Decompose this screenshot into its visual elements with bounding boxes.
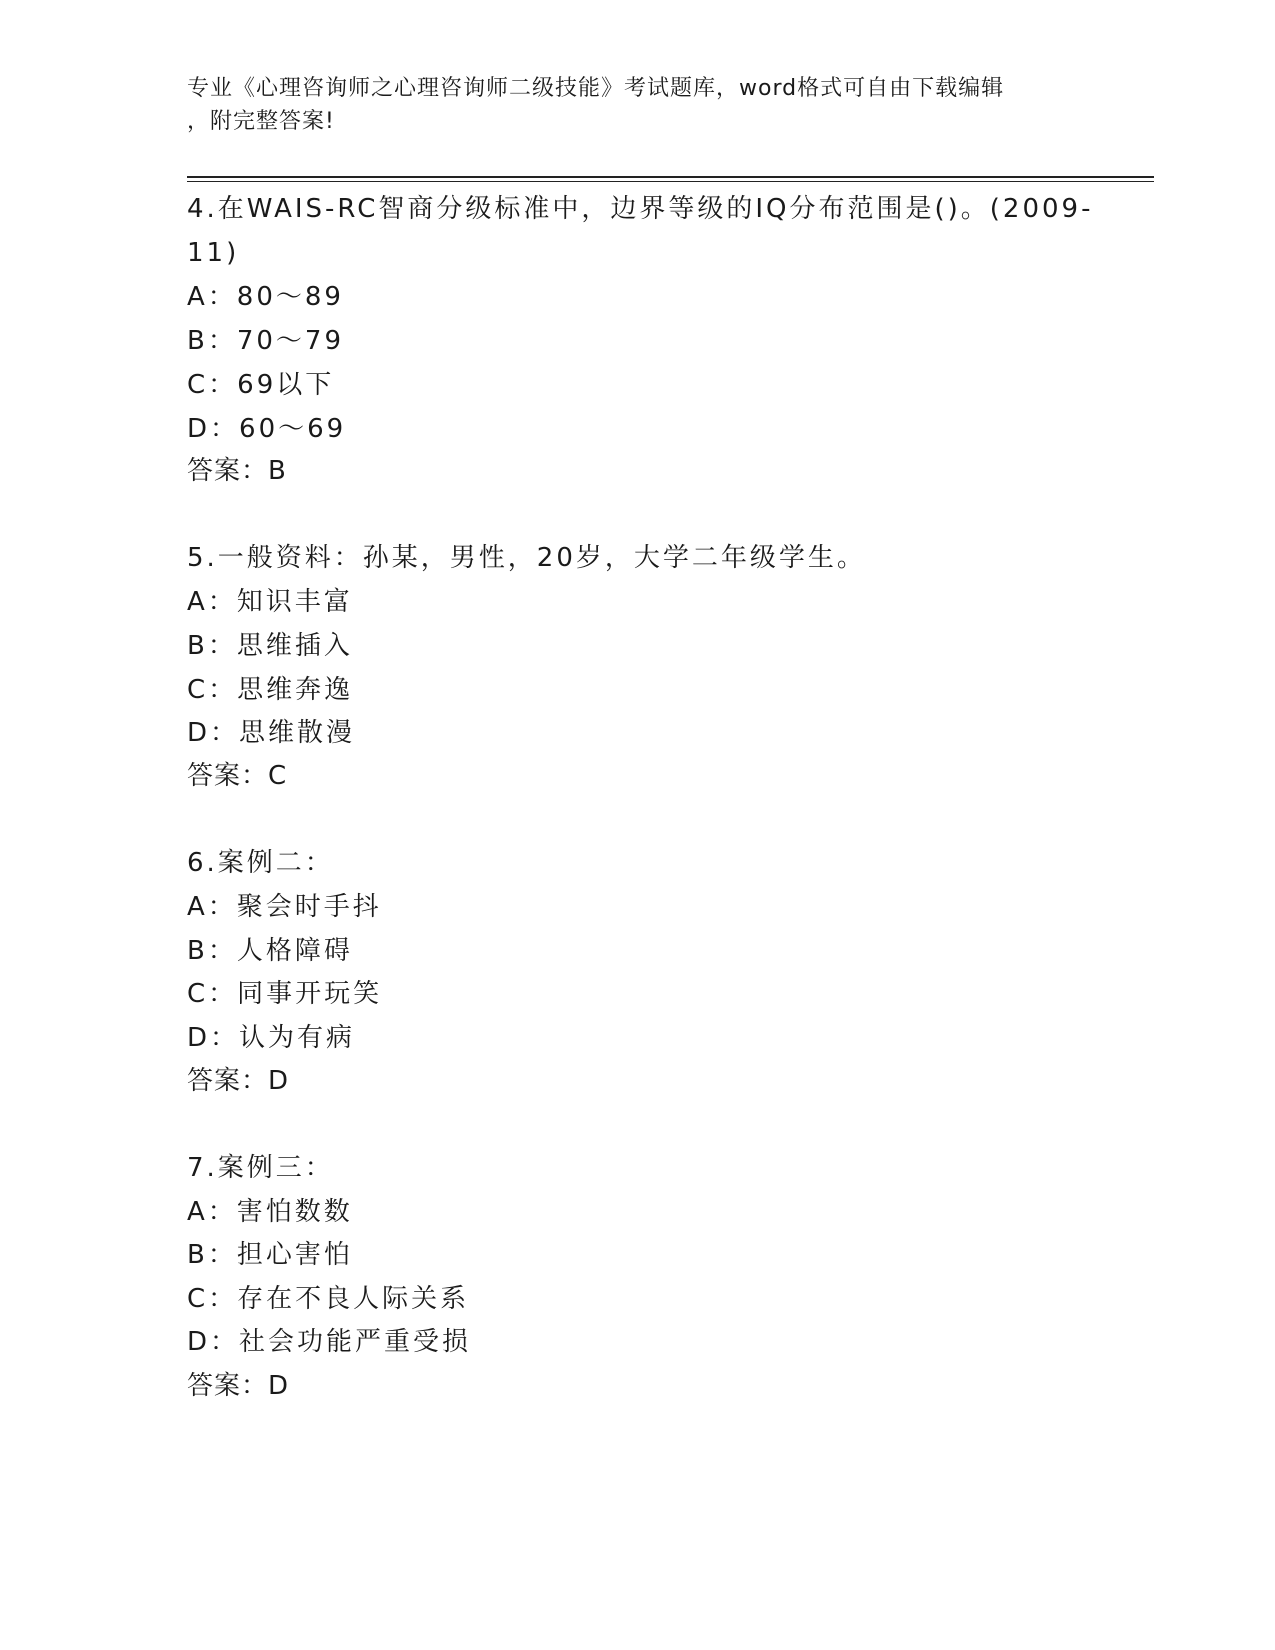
- question-5-stem: 5.一般资料：孙某，男性，20岁，大学二年级学生。: [187, 543, 866, 573]
- question-4-option-d: D：60～69: [187, 414, 347, 444]
- question-4-stem: 4.在WAIS-RC智商分级标准中，边界等级的IQ分布范围是()。(2009-: [187, 194, 1094, 224]
- header-divider-thick: [187, 176, 1154, 178]
- question-5-option-d: D：思维散漫: [187, 718, 356, 748]
- question-6-option-c: C：同事开玩笑: [187, 979, 383, 1009]
- question-4-option-a: A：80～89: [187, 282, 344, 312]
- question-6-option-b: B：人格障碍: [187, 936, 353, 966]
- document-header: [187, 72, 1087, 138]
- header-divider-thin: [187, 181, 1154, 182]
- header-line-1: 专业《心理咨询师之心理咨询师二级技能》考试题库，word格式可自由下载编辑: [187, 76, 1005, 101]
- question-6-stem: 6.案例二：: [187, 848, 334, 878]
- question-4-option-c: C：69以下: [187, 370, 335, 400]
- question-4-answer: 答案：B: [187, 456, 287, 486]
- question-6-option-d: D：认为有病: [187, 1023, 356, 1053]
- question-7-answer: 答案：D: [187, 1371, 290, 1401]
- question-7-option-c: C：存在不良人际关系: [187, 1284, 470, 1314]
- question-7-stem: 7.案例三：: [187, 1153, 334, 1183]
- question-5-option-a: A：知识丰富: [187, 587, 353, 617]
- header-line-2: ，附完整答案!: [187, 109, 335, 134]
- question-7-option-d: D：社会功能严重受损: [187, 1327, 472, 1357]
- question-4-stem-cont: 11): [187, 238, 240, 268]
- question-5-option-b: B：思维插入: [187, 631, 353, 661]
- question-4-option-b: B：70～79: [187, 326, 345, 356]
- question-7-option-b: B：担心害怕: [187, 1240, 353, 1270]
- question-6-option-a: A：聚会时手抖: [187, 892, 382, 922]
- question-7-option-a: A：害怕数数: [187, 1197, 353, 1227]
- question-5-answer: 答案：C: [187, 761, 288, 791]
- question-6-answer: 答案：D: [187, 1066, 290, 1096]
- question-5-option-c: C：思维奔逸: [187, 675, 354, 705]
